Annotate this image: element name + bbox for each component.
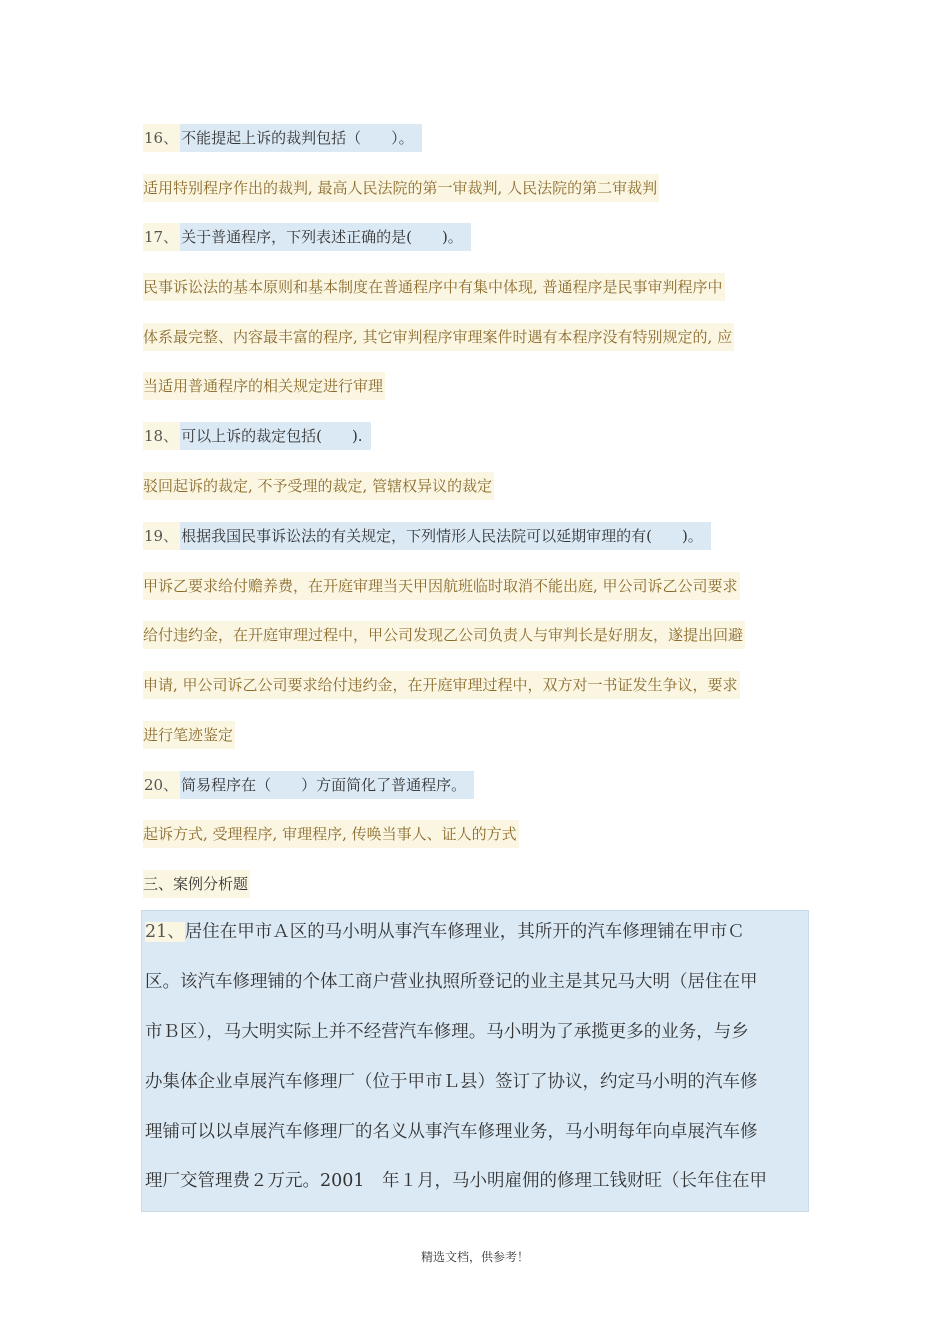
case-text: 市Ｂ区），马大明实际上并不经营汽车修理。马小明为了承揽更多的业务，与乡 (145, 1022, 749, 1042)
question-text: 简易程序在（ ）方面简化了普通程序。 (180, 771, 474, 799)
case-line-5 (145, 1114, 809, 1150)
question-20 (143, 771, 474, 799)
answer-text: 民事诉讼法的基本原则和基本制度在普通程序中有集中体现, 普通程序是民事审判程序中 (143, 273, 725, 301)
answer-16-line-1 (143, 174, 659, 202)
answer-text: 当适用普通程序的相关规定进行审理 (143, 372, 385, 400)
question-text: 根据我国民事诉讼法的有关规定，下列情形人民法院可以延期审理的有( )。 (180, 522, 711, 550)
answer-text: 给付违约金，在开庭审理过程中，甲公司发现乙公司负责人与审判长是好朋友，遂提出回避 (143, 621, 745, 649)
question-text: 关于普通程序，下列表述正确的是( )。 (180, 223, 471, 251)
answer-text: 甲诉乙要求给付赡养费，在开庭审理当天甲因航班临时取消不能出庭, 甲公司诉乙公司要求 (143, 572, 740, 600)
answer-19-line-2 (143, 621, 745, 649)
answer-19-line-4 (143, 721, 235, 749)
question-number: 16、 (143, 124, 180, 152)
section-title (143, 870, 250, 898)
case-line-1 (145, 914, 809, 950)
section-title-text: 三、案例分析题 (143, 870, 250, 898)
answer-19-line-1 (143, 572, 740, 600)
case-text: 办集体企业卓展汽车修理厂（位于甲市Ｌ县）签订了协议，约定马小明的汽车修 (145, 1072, 758, 1092)
answer-19-line-3 (143, 671, 740, 699)
question-number: 18、 (143, 422, 180, 450)
question-text: 不能提起上诉的裁判包括（ ）。 (180, 124, 422, 152)
question-number: 17、 (143, 223, 180, 251)
question-number: 19、 (143, 522, 180, 550)
page-footer: 精选文档，供参考！ (420, 1250, 529, 1264)
case-line-2 (145, 964, 809, 1000)
case-text: 理铺可以以卓展汽车修理厂的名义从事汽车修理业务，马小明每年向卓展汽车修 (145, 1122, 758, 1142)
case-text: 理厂交管理费２万元。2001 年１月，马小明雇佣的修理工钱财旺（长年住在甲 (145, 1171, 768, 1191)
case-line-4 (145, 1064, 809, 1100)
case-line-6 (145, 1163, 809, 1199)
answer-text: 起诉方式, 受理程序, 审理程序, 传唤当事人、证人的方式 (143, 820, 519, 848)
question-17 (143, 223, 471, 251)
case-line-3 (145, 1014, 809, 1050)
answer-17-line-1 (143, 273, 725, 301)
answer-17-line-3 (143, 372, 385, 400)
answer-text: 适用特别程序作出的裁判, 最高人民法院的第一审裁判, 人民法院的第二审裁判 (143, 174, 659, 202)
answer-text: 进行笔迹鉴定 (143, 721, 235, 749)
answer-20-line-1 (143, 820, 519, 848)
answer-text: 驳回起诉的裁定, 不予受理的裁定, 管辖权异议的裁定 (143, 472, 494, 500)
case-text: 区。该汽车修理铺的个体工商户营业执照所登记的业主是其兄马大明（居住在甲 (145, 972, 758, 992)
question-16 (143, 124, 422, 152)
question-18 (143, 422, 371, 450)
question-text: 可以上诉的裁定包括( ). (180, 422, 370, 450)
answer-text: 体系最完整、内容最丰富的程序, 其它审判程序审理案件时遇有本程序没有特别规定的, 应 (143, 323, 734, 351)
case-number: 21、 (145, 922, 185, 942)
answer-17-line-2 (143, 323, 734, 351)
answer-text: 申请, 甲公司诉乙公司要求给付违约金，在开庭审理过程中，双方对一书证发生争议，要求 (143, 671, 740, 699)
case-text: 居住在甲市Ａ区的马小明从事汽车修理业，其所开的汽车修理铺在甲市Ｃ (184, 922, 745, 942)
question-number: 20、 (143, 771, 180, 799)
question-19 (143, 522, 711, 550)
answer-18-line-1 (143, 472, 494, 500)
